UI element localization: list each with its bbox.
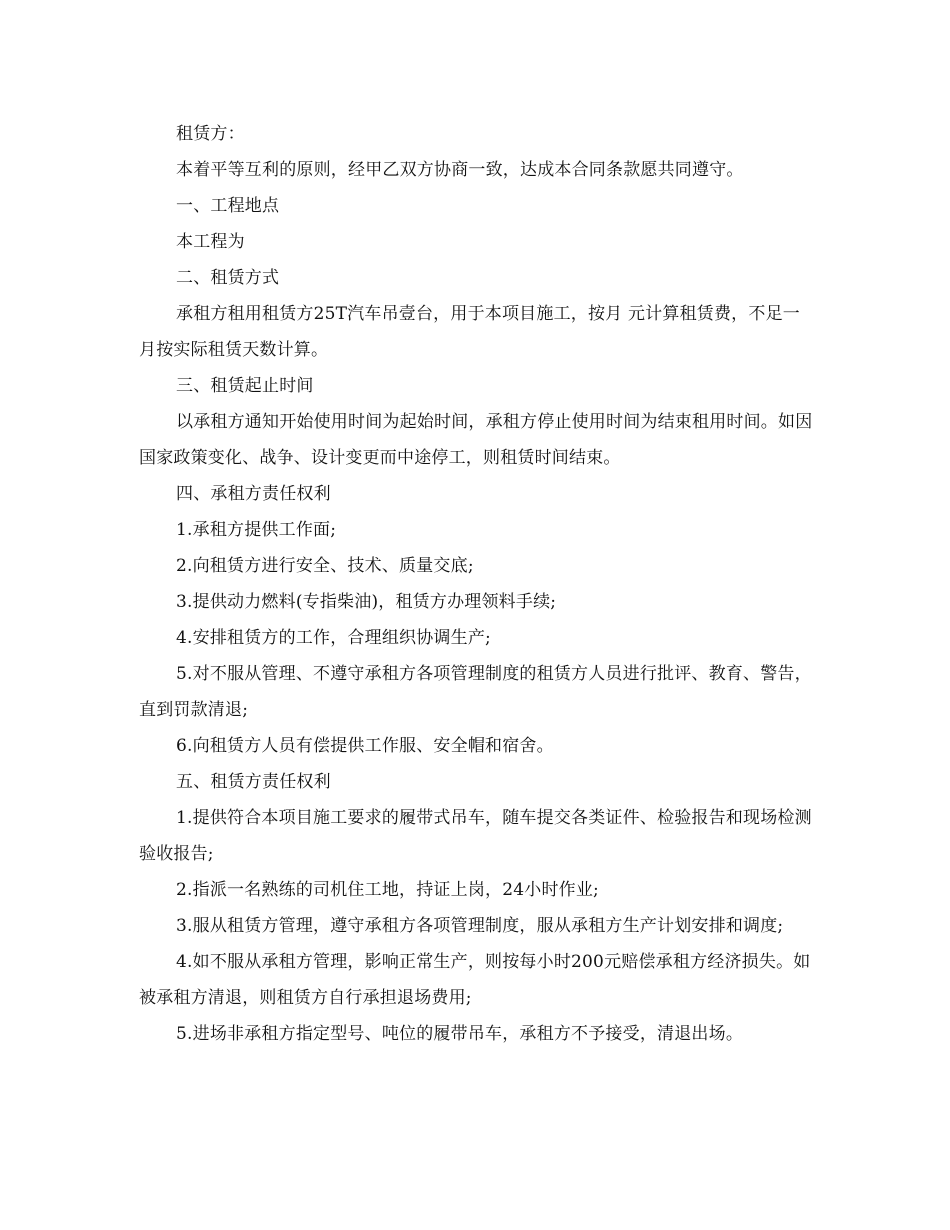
list-item-lessor-2: 2.指派一名熟练的司机住工地，持证上岗，24小时作业;	[176, 880, 599, 900]
list-item-lessee-4: 4.安排租赁方的工作，合理组织协调生产;	[176, 628, 491, 648]
heading-lease-period: 三、租赁起止时间	[176, 376, 314, 396]
paragraph-project-location: 本工程为	[176, 232, 245, 252]
list-item-lessee-2: 2.向租赁方进行安全、技术、质量交底;	[176, 556, 474, 576]
list-item-lessee-1: 1.承租方提供工作面;	[176, 520, 337, 540]
paragraph-lease-period: 以承租方通知开始使用时间为起始时间，承租方停止使用时间为结束租用时间。如因国家政策变化、战争、设计变更而中途停工，则租赁时间结束。	[139, 412, 813, 468]
list-item-lessor-5: 5.进场非承租方指定型号、吨位的履带吊车，承租方不予接受，清退出场。	[176, 1024, 744, 1044]
paragraph-preamble: 本着平等互利的原则，经甲乙双方协商一致，达成本合同条款愿共同遵守。	[176, 160, 744, 180]
heading-project-location: 一、工程地点	[176, 196, 280, 216]
document-body	[139, 116, 815, 1052]
list-item-lessee-3: 3.提供动力燃料(专指柴油)，租赁方办理领料手续;	[176, 592, 557, 612]
paragraph-lessor-label: 租赁方：	[176, 124, 245, 144]
heading-lessee-duties: 四、承租方责任权利	[176, 484, 331, 504]
heading-lease-method: 二、租赁方式	[176, 268, 280, 288]
list-item-lessee-6: 6.向租赁方人员有偿提供工作服、安全帽和宿舍。	[176, 736, 554, 756]
paragraph-lease-method: 承租方租用租赁方25T汽车吊壹台，用于本项目施工，按月 元计算租赁费，不足一月按实际租赁天数计算。	[139, 304, 800, 360]
list-item-lessor-4: 4.如不服从承租方管理，影响正常生产，则按每小时200元赔偿承租方经济损失。如被承租方清退，则租赁方自行承担退场费用;	[139, 952, 811, 1008]
list-item-lessee-5: 5.对不服从管理、不遵守承租方各项管理制度的租赁方人员进行批评、教育、警告，直到罚款清退;	[139, 664, 812, 720]
heading-lessor-duties: 五、租赁方责任权利	[176, 772, 331, 792]
list-item-lessor-1: 1.提供符合本项目施工要求的履带式吊车，随车提交各类证件、检验报告和现场检测验收报告;	[139, 808, 812, 864]
list-item-lessor-3: 3.服从租赁方管理，遵守承租方各项管理制度，服从承租方生产计划安排和调度;	[176, 916, 784, 936]
